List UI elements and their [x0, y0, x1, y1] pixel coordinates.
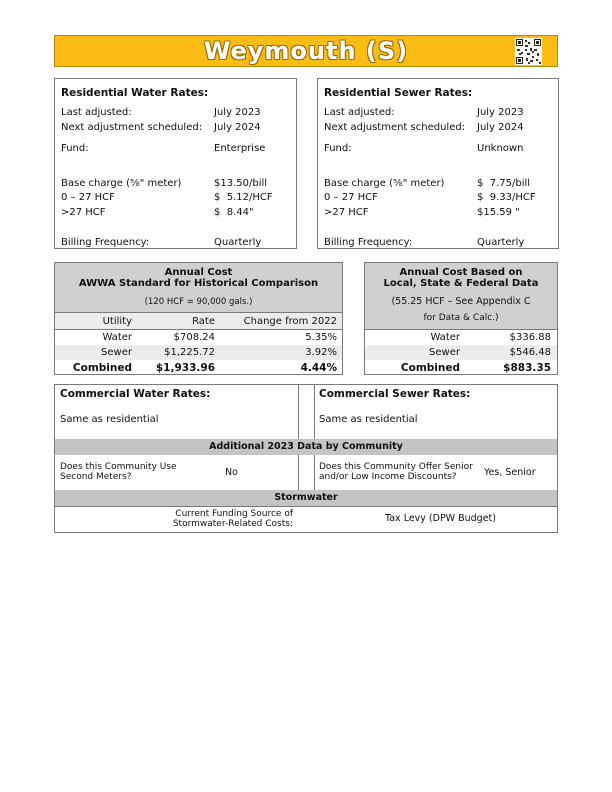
stormwater-bar: Stormwater [55, 490, 557, 506]
rs-row-tier2: >27 HCF $15.59 " [324, 207, 520, 218]
second-meters-question: Does this Community Use Second Meters? [60, 462, 177, 482]
commercial-sewer-header: Commercial Sewer Rates: [319, 388, 471, 400]
rw-row-fund: Fund: Enterprise [61, 143, 266, 154]
stormwater-label: Current Funding Source of Stormwater-Related Costs: [172, 509, 293, 529]
table-row: Combined $1,933.96 4.44% [72, 362, 337, 374]
qr-code-icon [515, 38, 542, 65]
local-cost-table [364, 262, 558, 375]
additional-data-bar: Additional 2023 Data by Community [55, 439, 557, 455]
table-row: Water $708.24 5.35% [102, 332, 337, 343]
rs-row-next-adjustment: Next adjustment scheduled: July 2024 [324, 122, 524, 133]
second-meters-answer: No [225, 467, 238, 478]
rw-row-billing: Billing Frequency: Quarterly [61, 237, 262, 248]
rs-row-billing: Billing Frequency: Quarterly [324, 237, 525, 248]
awwa-title: Annual Cost AWWA Standard for Historical Comparison [55, 263, 342, 293]
rw-row-tier2: >27 HCF $ 8.44" [61, 207, 254, 218]
commercial-sewer-text: Same as residential [319, 414, 418, 425]
discounts-answer: Yes, Senior [484, 467, 536, 478]
rw-row-last-adjusted: Last adjusted: July 2023 [61, 107, 261, 118]
residential-water-box [54, 78, 297, 249]
col-rate: Rate [192, 316, 215, 327]
table-row: Combined $883.35 [400, 362, 551, 374]
col-change: Change from 2022 [243, 316, 337, 327]
col-utility: Utility [102, 316, 132, 327]
table-row: Sewer $1,225.72 3.92% [55, 345, 342, 360]
residential-sewer-box [317, 78, 559, 249]
rs-row-tier1: 0 – 27 HCF $ 9.33/HCF [324, 192, 536, 203]
commercial-water-header: Commercial Water Rates: [60, 388, 211, 400]
commercial-water-text: Same as residential [60, 414, 159, 425]
stormwater-value: Tax Levy (DPW Budget) [385, 513, 496, 524]
rs-row-last-adjusted: Last adjusted: July 2023 [324, 107, 524, 118]
title-banner [54, 35, 558, 67]
awwa-note: (120 HCF = 90,000 gals.) [55, 293, 342, 312]
local-title: Annual Cost Based on Local, State & Federal Data [365, 263, 557, 293]
residential-sewer-header: Residential Sewer Rates: [324, 87, 473, 99]
table-row: Sewer $546.48 [365, 345, 557, 360]
discounts-question: Does this Community Offer Senior and/or Low Income Discounts? [319, 462, 473, 482]
rs-row-base-charge: Base charge (⅝" meter) $ 7.75/bill [324, 178, 531, 189]
local-note: (55.25 HCF – See Appendix C for Data & Calc.) [365, 293, 557, 329]
awwa-column-headers [55, 313, 342, 329]
page-title: Weymouth (S) [203, 37, 409, 65]
residential-water-header: Residential Water Rates: [61, 87, 209, 99]
rw-row-next-adjustment: Next adjustment scheduled: July 2024 [61, 122, 261, 133]
rs-row-fund: Fund: Unknown [324, 143, 524, 154]
awwa-cost-table [54, 262, 343, 375]
rw-row-tier1: 0 – 27 HCF $ 5.12/HCF [61, 192, 273, 203]
commercial-section [54, 384, 558, 533]
rw-row-base-charge: Base charge (⅝" meter) $13.50/bill [61, 178, 268, 189]
table-row: Water $336.88 [430, 332, 551, 343]
